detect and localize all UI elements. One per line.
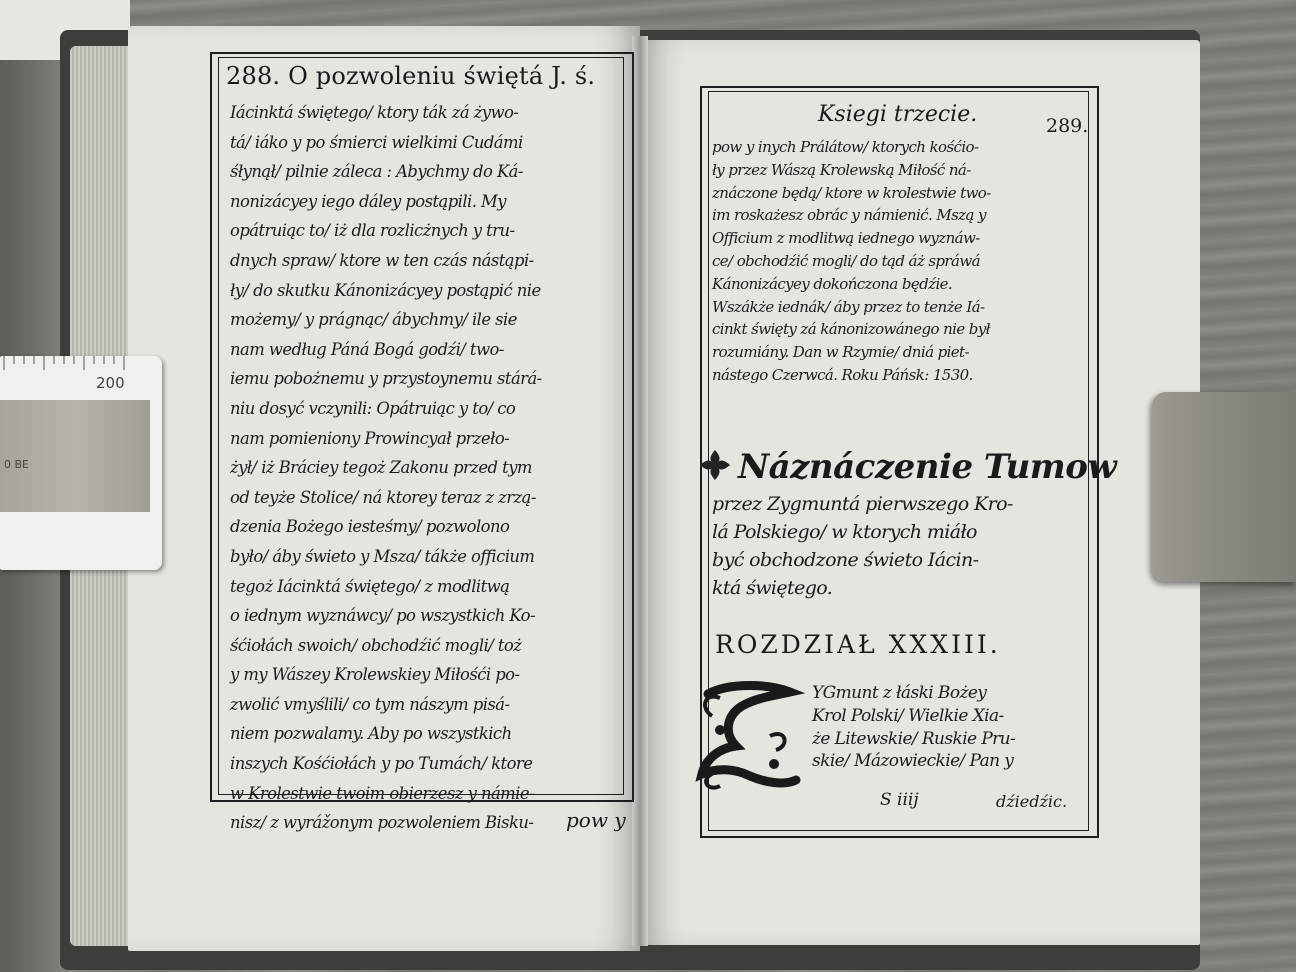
chapter-heading: ROZDZIAŁ XXXIII. (715, 630, 1001, 659)
text-line: tegoż Iácinktá świętego/ z modlitwą (230, 576, 510, 596)
text-line: nam pomieniony Prowincyał przeło- (230, 428, 510, 448)
text-line: zwolić vmyślili/ co tym nászym pisá- (230, 694, 510, 714)
text-line: cinkt święty zá kánonizowánego nie był (712, 320, 990, 339)
ruler-side-label: 0 BE (4, 458, 29, 471)
book-gutter (632, 36, 648, 946)
text-line: żył/ iż Bráciey tegoż Zakonu przed tym (230, 458, 532, 478)
chapter-text (812, 682, 1015, 773)
ruler-label: 200 (96, 374, 125, 392)
section-heading (712, 444, 1116, 602)
left-page-header: 288. O pozwoleniu świętá J. ś. (226, 62, 596, 90)
text-line: w Krolestwie twoim obierzesz y námie- (230, 783, 534, 803)
section-line: lá Polskiego/ w ktorych miáło (712, 521, 977, 543)
text-line: niu dosyć vczynili: Opátruiąc y to/ co (230, 398, 516, 418)
text-line: było/ áby świeto y Msza/ tákże officium (230, 546, 535, 566)
text-line: skie/ Mázowieckie/ Pan y (812, 751, 1014, 772)
section-line: przez Zygmuntá pierwszego Kro- (712, 493, 1013, 515)
left-catchword: pow y (566, 808, 626, 832)
text-line: nonizácyey iego dáley postąpili. My (230, 191, 506, 211)
text-line: znáczone będą/ ktore w krolestwie two- (712, 183, 991, 202)
text-line: iemu pobożnemu y przystoynemu stárá- (230, 369, 542, 389)
text-line: śćiołách swoich/ obchodźić mogli/ toż (230, 635, 522, 655)
text-line: śłynął/ pilnie záleca : Abychmy do Ká- (230, 162, 523, 182)
text-line: tá/ iáko y po śmierci wielkimi Cudámi (230, 132, 523, 152)
text-line: że Litewskie/ Ruskie Pru- (812, 728, 1016, 749)
text-line: Officium z modlitwą iednego wyznáw- (712, 229, 980, 248)
text-line: inszych Kośćiołách y po Tumách/ ktore (230, 754, 533, 774)
text-line: nam według Páná Bogá godźi/ two- (230, 339, 504, 359)
text-line: opátruiąc to/ iż dla rozlicżnych y tru- (230, 221, 515, 241)
text-line: nástego Czerwcá. Roku Páńsk: 1530. (712, 365, 973, 384)
right-page-number: 289. (1046, 115, 1089, 137)
text-line: niem pozwalamy. Aby po wszystkich (230, 724, 512, 744)
text-line: dzenia Bożego iesteśmy/ pozwolono (230, 517, 510, 537)
section-line: ktá świętego. (712, 577, 833, 599)
text-line: rozumiány. Dan w Rzymie/ dniá piet- (712, 343, 969, 362)
text-line: im roskażesz obrác y námienić. Mszą y (712, 206, 986, 225)
text-line: ły/ do skutku Kánonizácyey postąpić nie (230, 280, 541, 300)
right-page-header-title: Ksiegi trzecie. (818, 102, 978, 127)
text-line: Krol Polski/ Wielkie Xia- (812, 705, 1004, 726)
section-line: być obchodzone świeto Iácin- (712, 549, 979, 571)
decorated-initial-z-icon (690, 676, 810, 800)
text-line: y my Wászey Krolewskiey Miłośći po- (230, 665, 520, 685)
text-line: Wszákże iednák/ áby przez to tenże Iá- (712, 297, 985, 316)
text-line: ce/ obchodźić mogli/ do tąd áż spráwá (712, 251, 980, 270)
text-line: dnych spraw/ ktore w ten czás nástąpi- (230, 250, 534, 270)
text-line: YGmunt z łáski Bożey (812, 683, 987, 703)
left-page-text (230, 98, 542, 838)
text-line: nisz/ z wyrážonym pozwoleniem Bisku- (230, 813, 534, 833)
ruler-band (0, 400, 150, 512)
wooden-clasp (1152, 392, 1296, 582)
text-line: od teyże Stolice/ ná ktorey teraz z zrzą- (230, 487, 536, 507)
section-title: Náznáczenie Tumow (738, 447, 1117, 487)
text-line: pow y inych Prálátow/ ktorych kośćio- (712, 138, 979, 156)
text-line: Iácinktá świętego/ ktory ták zá żywo- (230, 103, 519, 122)
right-catchword: dźiedźic. (996, 792, 1068, 811)
signature-mark: S iiij (880, 790, 919, 810)
text-line: o iednym wyznáwcy/ po wszystkich Ko- (230, 606, 535, 626)
text-line: ły przez Wászą Krolewską Miłość ná- (712, 160, 971, 179)
text-line: możemy/ y prágnąc/ ábychmy/ ile sie (230, 310, 517, 330)
right-page-text (712, 136, 991, 387)
ruler-ticks (0, 356, 162, 406)
text-line: Kánonizácyey dokończona będźie. (712, 274, 953, 293)
